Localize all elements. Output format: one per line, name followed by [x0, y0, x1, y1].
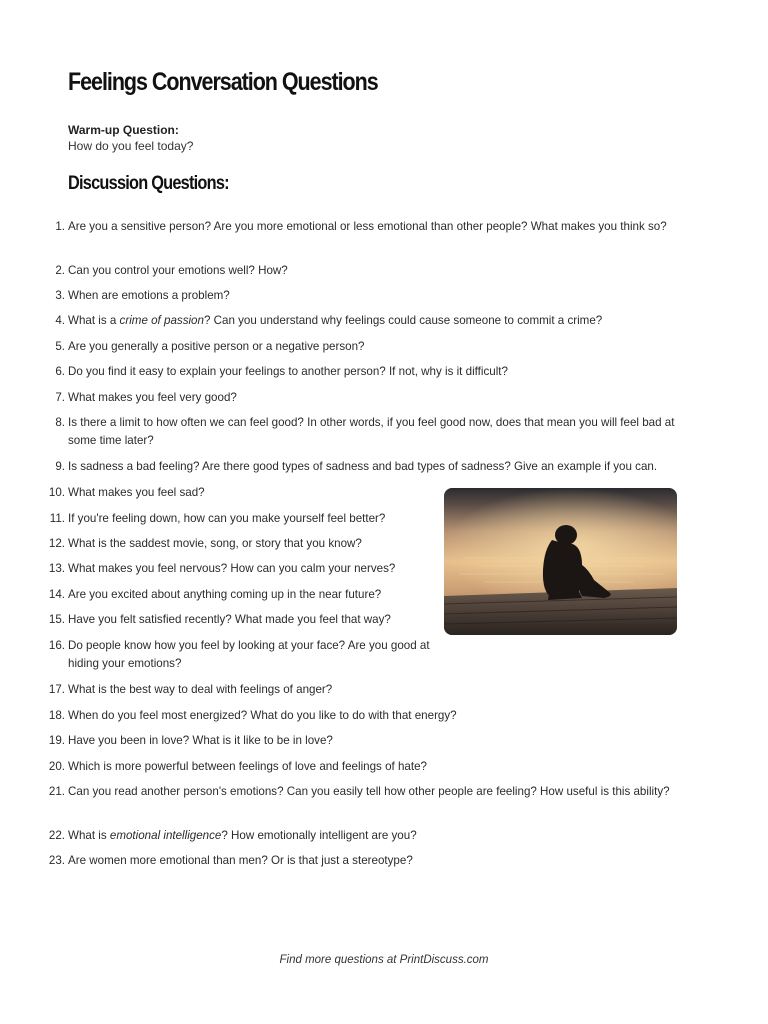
question-number: 3.	[55, 289, 65, 302]
question-item-22	[44, 827, 680, 845]
question-item-23	[44, 852, 680, 870]
question-item-17	[44, 681, 680, 699]
question-text: Are you generally a positive person or a negative person?	[68, 340, 365, 353]
question-number: 12.	[48, 537, 65, 550]
question-text: If you're feeling down, how can you make yourself feel better?	[68, 512, 386, 525]
question-text: When are emotions a problem?	[68, 289, 230, 302]
question-number: 8.	[55, 416, 65, 429]
question-text-after: ? How emotionally intelligent are you?	[221, 829, 417, 842]
question-item-13	[44, 560, 440, 578]
question-item-10	[44, 484, 440, 502]
question-number: 21.	[48, 785, 65, 798]
question-number: 13.	[48, 562, 65, 575]
question-text: What makes you feel very good?	[68, 391, 237, 404]
question-text	[68, 312, 680, 330]
question-item-4	[44, 312, 680, 330]
footer-credit: Find more questions at PrintDiscuss.com	[279, 954, 489, 966]
question-text: Are you excited about anything coming up in the near future?	[68, 588, 382, 601]
warmup-label: Warm-up Question:	[68, 123, 179, 137]
question-text-before: What is	[68, 829, 110, 842]
question-item-3	[44, 287, 680, 305]
question-text: Is there a limit to how often we can feel good? In other words, if you feel good now, does that mean you will feel bad at some time later?	[68, 416, 675, 447]
sad-person-photo	[444, 488, 677, 635]
question-number: 16.	[48, 639, 65, 652]
question-item-9	[44, 458, 680, 476]
question-number: 5.	[55, 340, 65, 353]
question-text: Do people know how you feel by looking at your face? Are you good at hiding your emotions?	[68, 639, 430, 670]
question-item-20	[44, 758, 680, 776]
question-item-12	[44, 535, 440, 553]
question-number: 23.	[48, 854, 65, 867]
sad-person-illustration	[444, 488, 677, 635]
question-text: Do you find it easy to explain your feelings to another person? If not, why is it difficult?	[68, 365, 508, 378]
question-number: 11.	[49, 512, 65, 525]
discussion-heading: Discussion Questions:	[68, 173, 229, 194]
question-number: 17.	[48, 683, 65, 696]
question-number: 7.	[55, 391, 65, 404]
question-item-5	[44, 338, 680, 356]
question-text: What makes you feel sad?	[68, 486, 205, 499]
question-item-7	[44, 389, 680, 407]
question-item-15	[44, 611, 440, 629]
question-text: Are women more emotional than men? Or is that just a stereotype?	[68, 854, 413, 867]
question-number: 4.	[55, 314, 65, 327]
question-text-after: ? Can you understand why feelings could cause someone to commit a crime?	[203, 314, 603, 327]
question-item-14	[44, 586, 440, 604]
question-text: Which is more powerful between feelings of love and feelings of hate?	[68, 760, 427, 773]
question-item-21	[44, 783, 680, 801]
question-text-before: What is a	[68, 314, 120, 327]
question-emphasis: emotional intelligence	[109, 829, 222, 842]
warmup-question: How do you feel today?	[68, 139, 194, 153]
question-text: Have you felt satisfied recently? What made you feel that way?	[68, 613, 391, 626]
question-text: Can you read another person's emotions? Can you easily tell how other people are feeling? How useful is this ability?	[68, 785, 670, 798]
question-text: Have you been in love? What is it like to be in love?	[68, 734, 333, 747]
question-text: What is the best way to deal with feelings of anger?	[68, 683, 333, 696]
question-number: 18.	[48, 709, 65, 722]
question-number: 1.	[55, 220, 65, 233]
question-item-18	[44, 707, 680, 725]
question-item-6	[44, 363, 680, 381]
question-item-8	[44, 414, 680, 450]
question-number: 15.	[48, 613, 65, 626]
question-item-19	[44, 732, 680, 750]
question-item-11	[44, 510, 440, 528]
question-text: When do you feel most energized? What do you like to do with that energy?	[68, 709, 457, 722]
question-emphasis: crime of passion	[119, 314, 204, 327]
question-item-1	[44, 218, 680, 236]
question-number: 20.	[48, 760, 65, 773]
page-title: Feelings Conversation Questions	[68, 68, 378, 96]
question-text: Is sadness a bad feeling? Are there good types of sadness and bad types of sadness? Give an example if you can.	[68, 460, 658, 473]
question-text	[68, 827, 680, 845]
question-number: 9.	[55, 460, 65, 473]
question-text: What makes you feel nervous? How can you calm your nerves?	[68, 562, 396, 575]
question-number: 14.	[48, 588, 65, 601]
question-text: Can you control your emotions well? How?	[68, 264, 288, 277]
question-item-2	[44, 262, 680, 280]
question-number: 22.	[48, 829, 65, 842]
question-text: Are you a sensitive person? Are you more emotional or less emotional than other people? What makes you think so?	[68, 220, 667, 233]
question-text: What is the saddest movie, song, or story that you know?	[68, 537, 362, 550]
question-number: 6.	[55, 365, 65, 378]
question-number: 2.	[55, 264, 65, 277]
question-number: 10.	[48, 486, 65, 499]
question-item-16	[44, 637, 440, 673]
question-number: 19.	[48, 734, 65, 747]
